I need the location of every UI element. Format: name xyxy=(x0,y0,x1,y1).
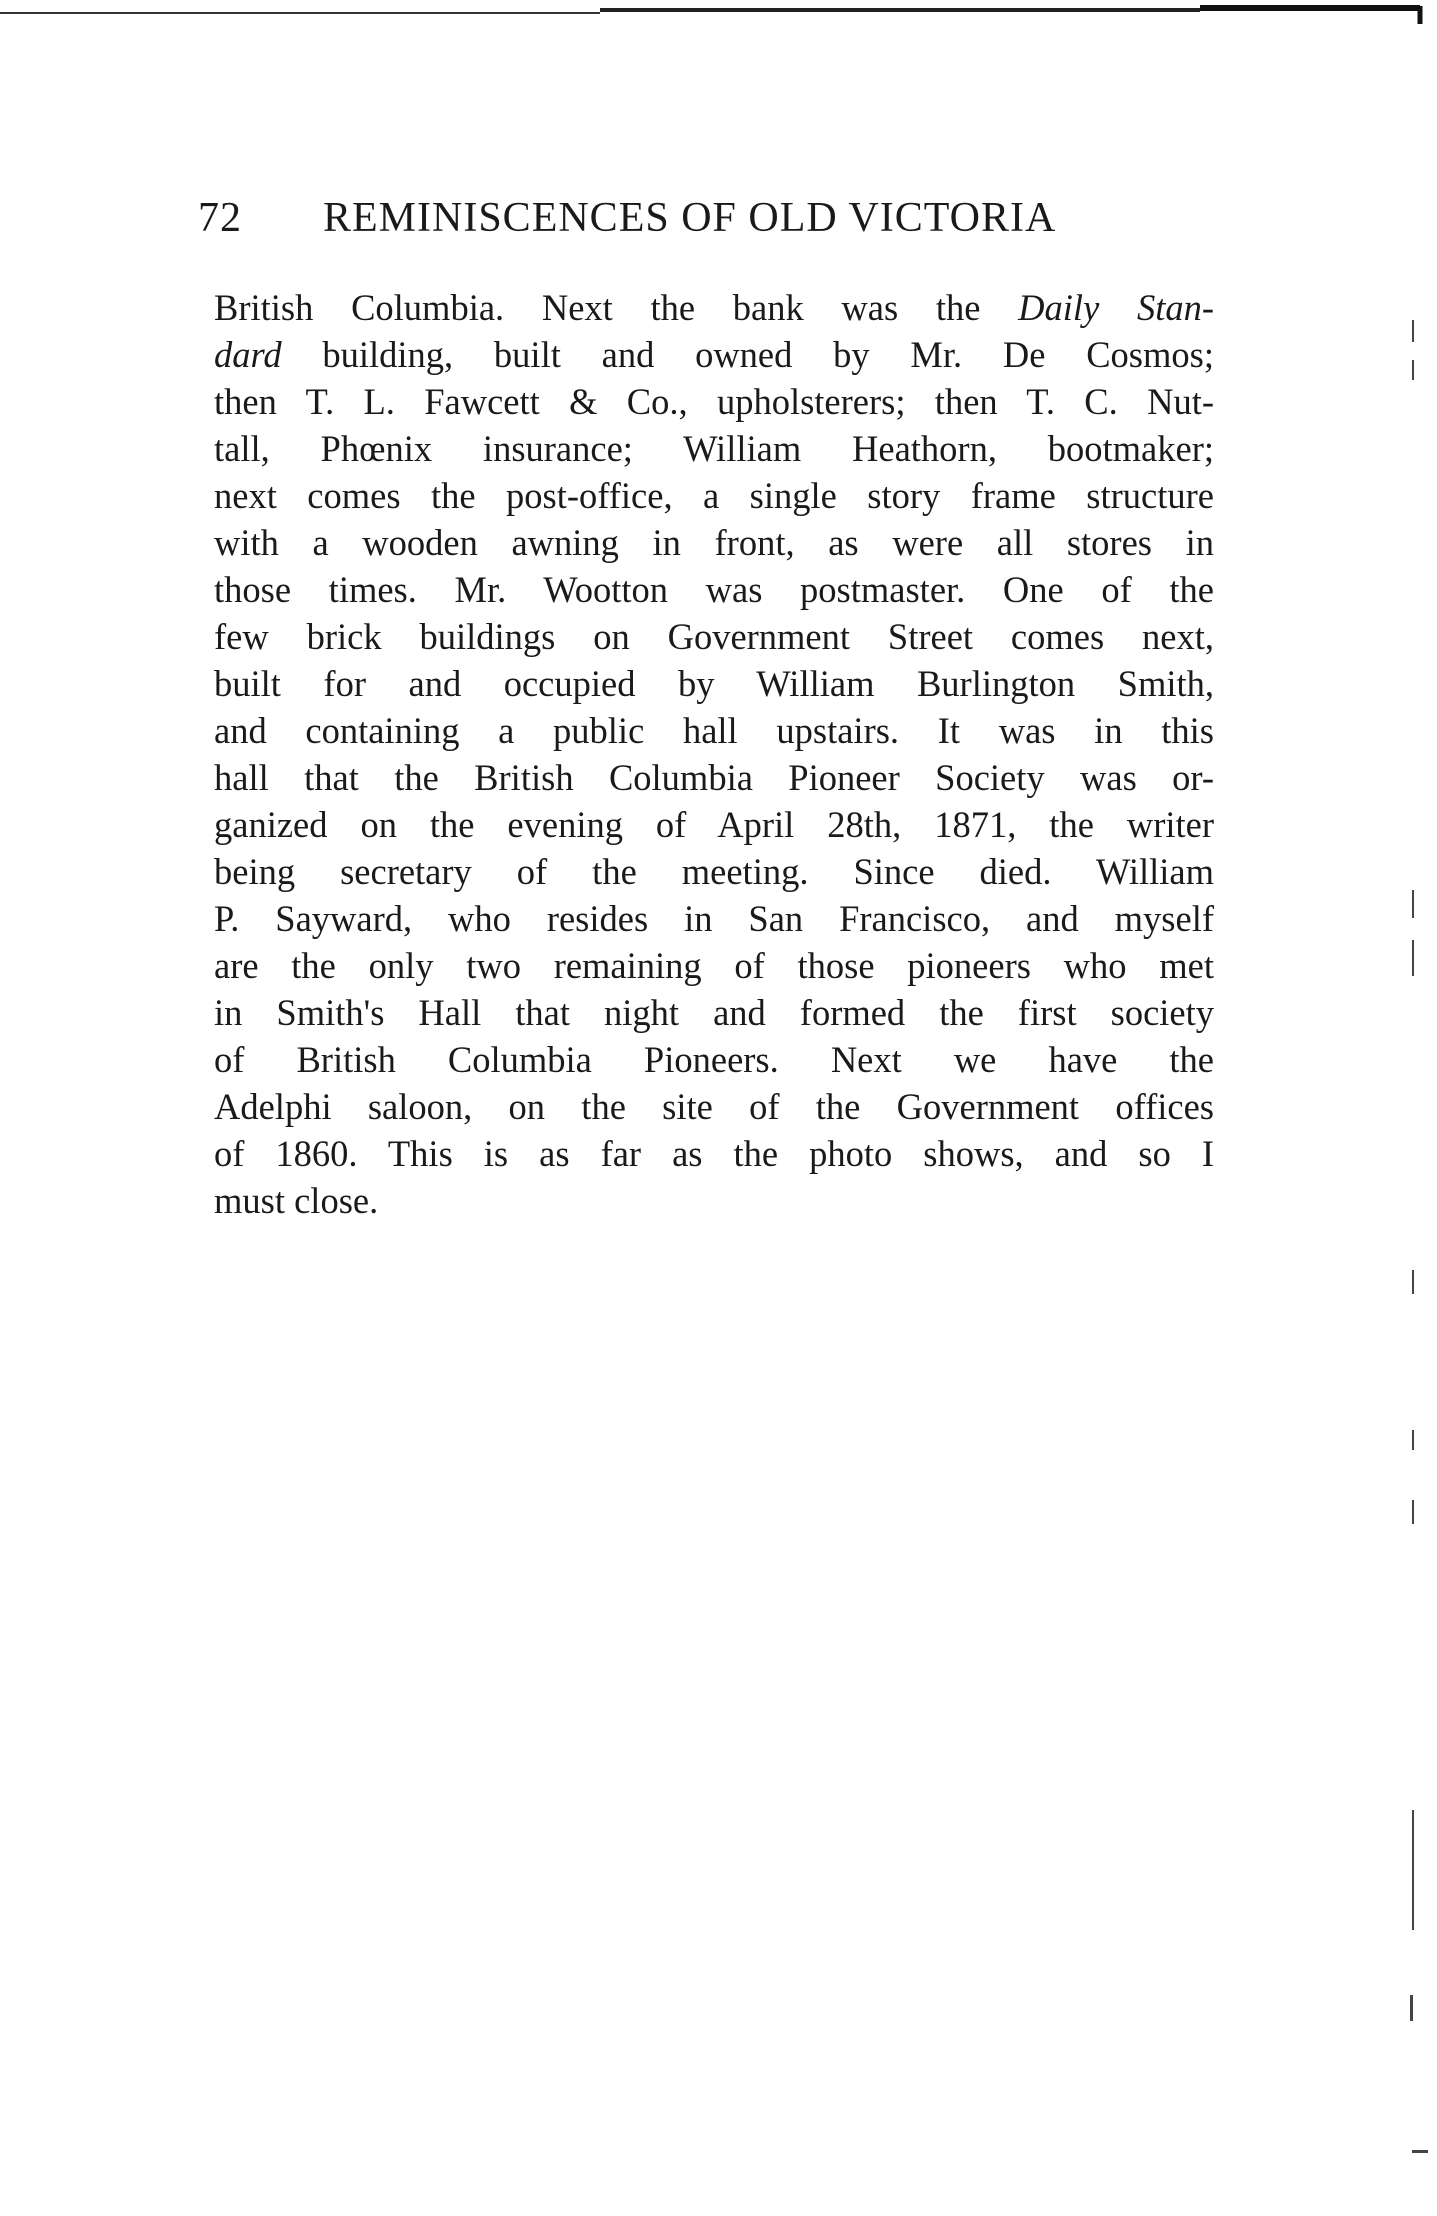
text-line xyxy=(214,942,1214,989)
text-run: are the only two remaining of those pioneers who met xyxy=(214,945,1214,986)
body-text xyxy=(214,284,1214,1224)
text-run: then T. L. Fawcett & Co., upholsterers; then T. C. Nut- xyxy=(214,381,1214,422)
scan-mark xyxy=(1412,360,1414,380)
text-line xyxy=(214,472,1214,519)
scan-mark xyxy=(1412,1810,1414,1930)
text-run: built for and occupied by William Burlington Smith, xyxy=(214,663,1214,704)
scan-mark xyxy=(1412,320,1414,342)
text-run: British Columbia. Next the bank was the xyxy=(214,287,1019,328)
text-line xyxy=(214,613,1214,660)
scan-mark xyxy=(1412,2150,1428,2153)
text-run: of 1860. This is as far as the photo shows, and so I xyxy=(214,1133,1214,1174)
scan-mark xyxy=(1412,1500,1414,1524)
running-head: REMINISCENCES OF OLD VICTORIA xyxy=(323,195,1057,241)
text-run: must close. xyxy=(214,1180,379,1221)
text-line xyxy=(214,519,1214,566)
text-line xyxy=(214,848,1214,895)
text-run: few brick buildings on Government Street comes next, xyxy=(214,616,1214,657)
text-line xyxy=(214,425,1214,472)
text-line xyxy=(214,378,1214,425)
top-scan-rule xyxy=(0,0,1437,26)
text-run: those times. Mr. Wootton was postmaster. One of the xyxy=(214,569,1214,610)
italic-text: Daily Stan- xyxy=(1018,287,1215,328)
text-run: P. Sayward, who resides in San Francisco, and myself xyxy=(214,898,1214,939)
scan-mark xyxy=(1412,1270,1414,1294)
text-run: ganized on the evening of April 28th, 1871, the writer xyxy=(214,804,1214,845)
text-run: hall that the British Columbia Pioneer Society was or- xyxy=(214,757,1214,798)
text-run: being secretary of the meeting. Since died. William xyxy=(214,851,1214,892)
text-run: with a wooden awning in front, as were all stores in xyxy=(214,522,1214,563)
text-run: in Smith's Hall that night and formed the first society xyxy=(214,992,1214,1033)
scan-mark xyxy=(1410,1995,1413,2021)
text-run: Adelphi saloon, on the site of the Government offices xyxy=(214,1086,1214,1127)
text-run: next comes the post-office, a single story frame structure xyxy=(214,475,1214,516)
text-line xyxy=(214,989,1214,1036)
text-line xyxy=(214,566,1214,613)
text-line xyxy=(214,754,1214,801)
text-line xyxy=(214,895,1214,942)
text-line xyxy=(214,801,1214,848)
text-line xyxy=(214,1083,1214,1130)
scan-mark xyxy=(1412,940,1414,976)
text-line xyxy=(214,331,1214,378)
text-run: and containing a public hall upstairs. It was in this xyxy=(214,710,1214,751)
text-line xyxy=(214,660,1214,707)
scan-mark xyxy=(1412,890,1414,918)
text-line xyxy=(214,1130,1214,1177)
text-line xyxy=(214,1177,1214,1224)
italic-text: dard xyxy=(214,334,282,375)
text-run: building, built and owned by Mr. De Cosmos; xyxy=(281,334,1214,375)
text-line xyxy=(214,284,1214,331)
text-line xyxy=(214,707,1214,754)
text-run: tall, Phœnix insurance; William Heathorn, bootmaker; xyxy=(214,428,1214,469)
page-number: 72 xyxy=(198,195,242,241)
scan-mark xyxy=(1412,1430,1414,1450)
text-line xyxy=(214,1036,1214,1083)
page-header xyxy=(198,194,1258,254)
text-run: of British Columbia Pioneers. Next we have the xyxy=(214,1039,1214,1080)
